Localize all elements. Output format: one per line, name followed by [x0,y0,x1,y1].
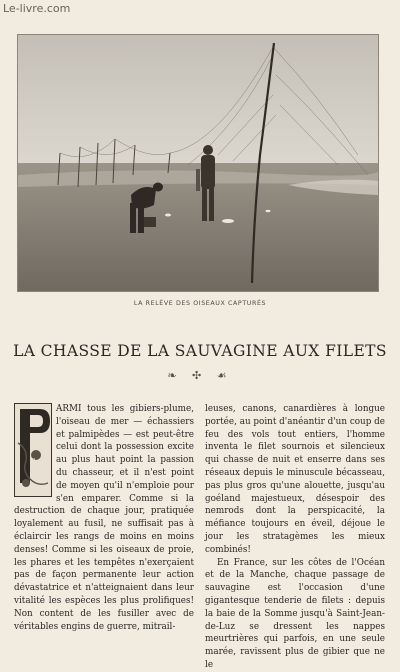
right-paragraph-2: En France, sur les côtes de l'Océan et de la Manche, chaque passage de sauvagine est l'occasion d'une gigantesque tenderie de filets : depuis la baie de la Somme jusqu'à Saint-Jean-de-Luz se dressent les nappes meurtrières qui parfois, en une seule marée, ravissent plus de gibier que ne le [205,557,385,670]
text-column-right [205,403,385,672]
ornate-dropcap [14,403,52,497]
right-paragraph-1: leuses, canons, canardières à longue portée, au point d'anéantir d'un coup de feu des vols tout entiers, l'homme inventa le filet sournois et silencieux qui chasse de nuit et enserre dans ses réseaux depuis le minuscule bécasseau, pas plus gros qu'une alouette, jusqu'au goéland majestueux, désespoir des nemrods dont la perspicacité, la méfiance toujours en éveil, déjoue le jour les stratagèmes les mieux combinés! [205,404,385,555]
left-paragraph-1: ARMI tous les gibiers-plume, l'oiseau de mer — échassiers et palmipèdes — est peut-être celui dont la possession excite au plus haut point la passion du chasseur, et il n'est point de moyen qu'il n'emploie pour s'en emparer. Comme si la destruction de chaque jour, pratiquée loyalement au fusil, ne suffisait pas à éclaircir les rangs de moins en moins denses! Comme si les oiseaux de proie, les phares et les tempêtes n'exerçaient pas de façon permanente leur action dévastatrice et n'atteignaient dans leur vitalité les espèces les plus prolifiques! Non content de les fusiller avec de véritables engins de guerre, mitrail- [14,404,194,632]
dropcap-letter: P [30,458,36,465]
article-title: LA CHASSE DE LA SAUVAGINE AUX FILETS [13,342,387,360]
photo-illustration [18,35,378,291]
ornament-fleurons: ❧ ✣ ☙ [167,369,233,382]
text-column-left [14,403,194,633]
photo-caption: LA RELÈVE DES OISEAUX CAPTURÉS [133,300,267,307]
watermark: Le-livre.com [3,2,71,15]
photograph [17,34,379,292]
